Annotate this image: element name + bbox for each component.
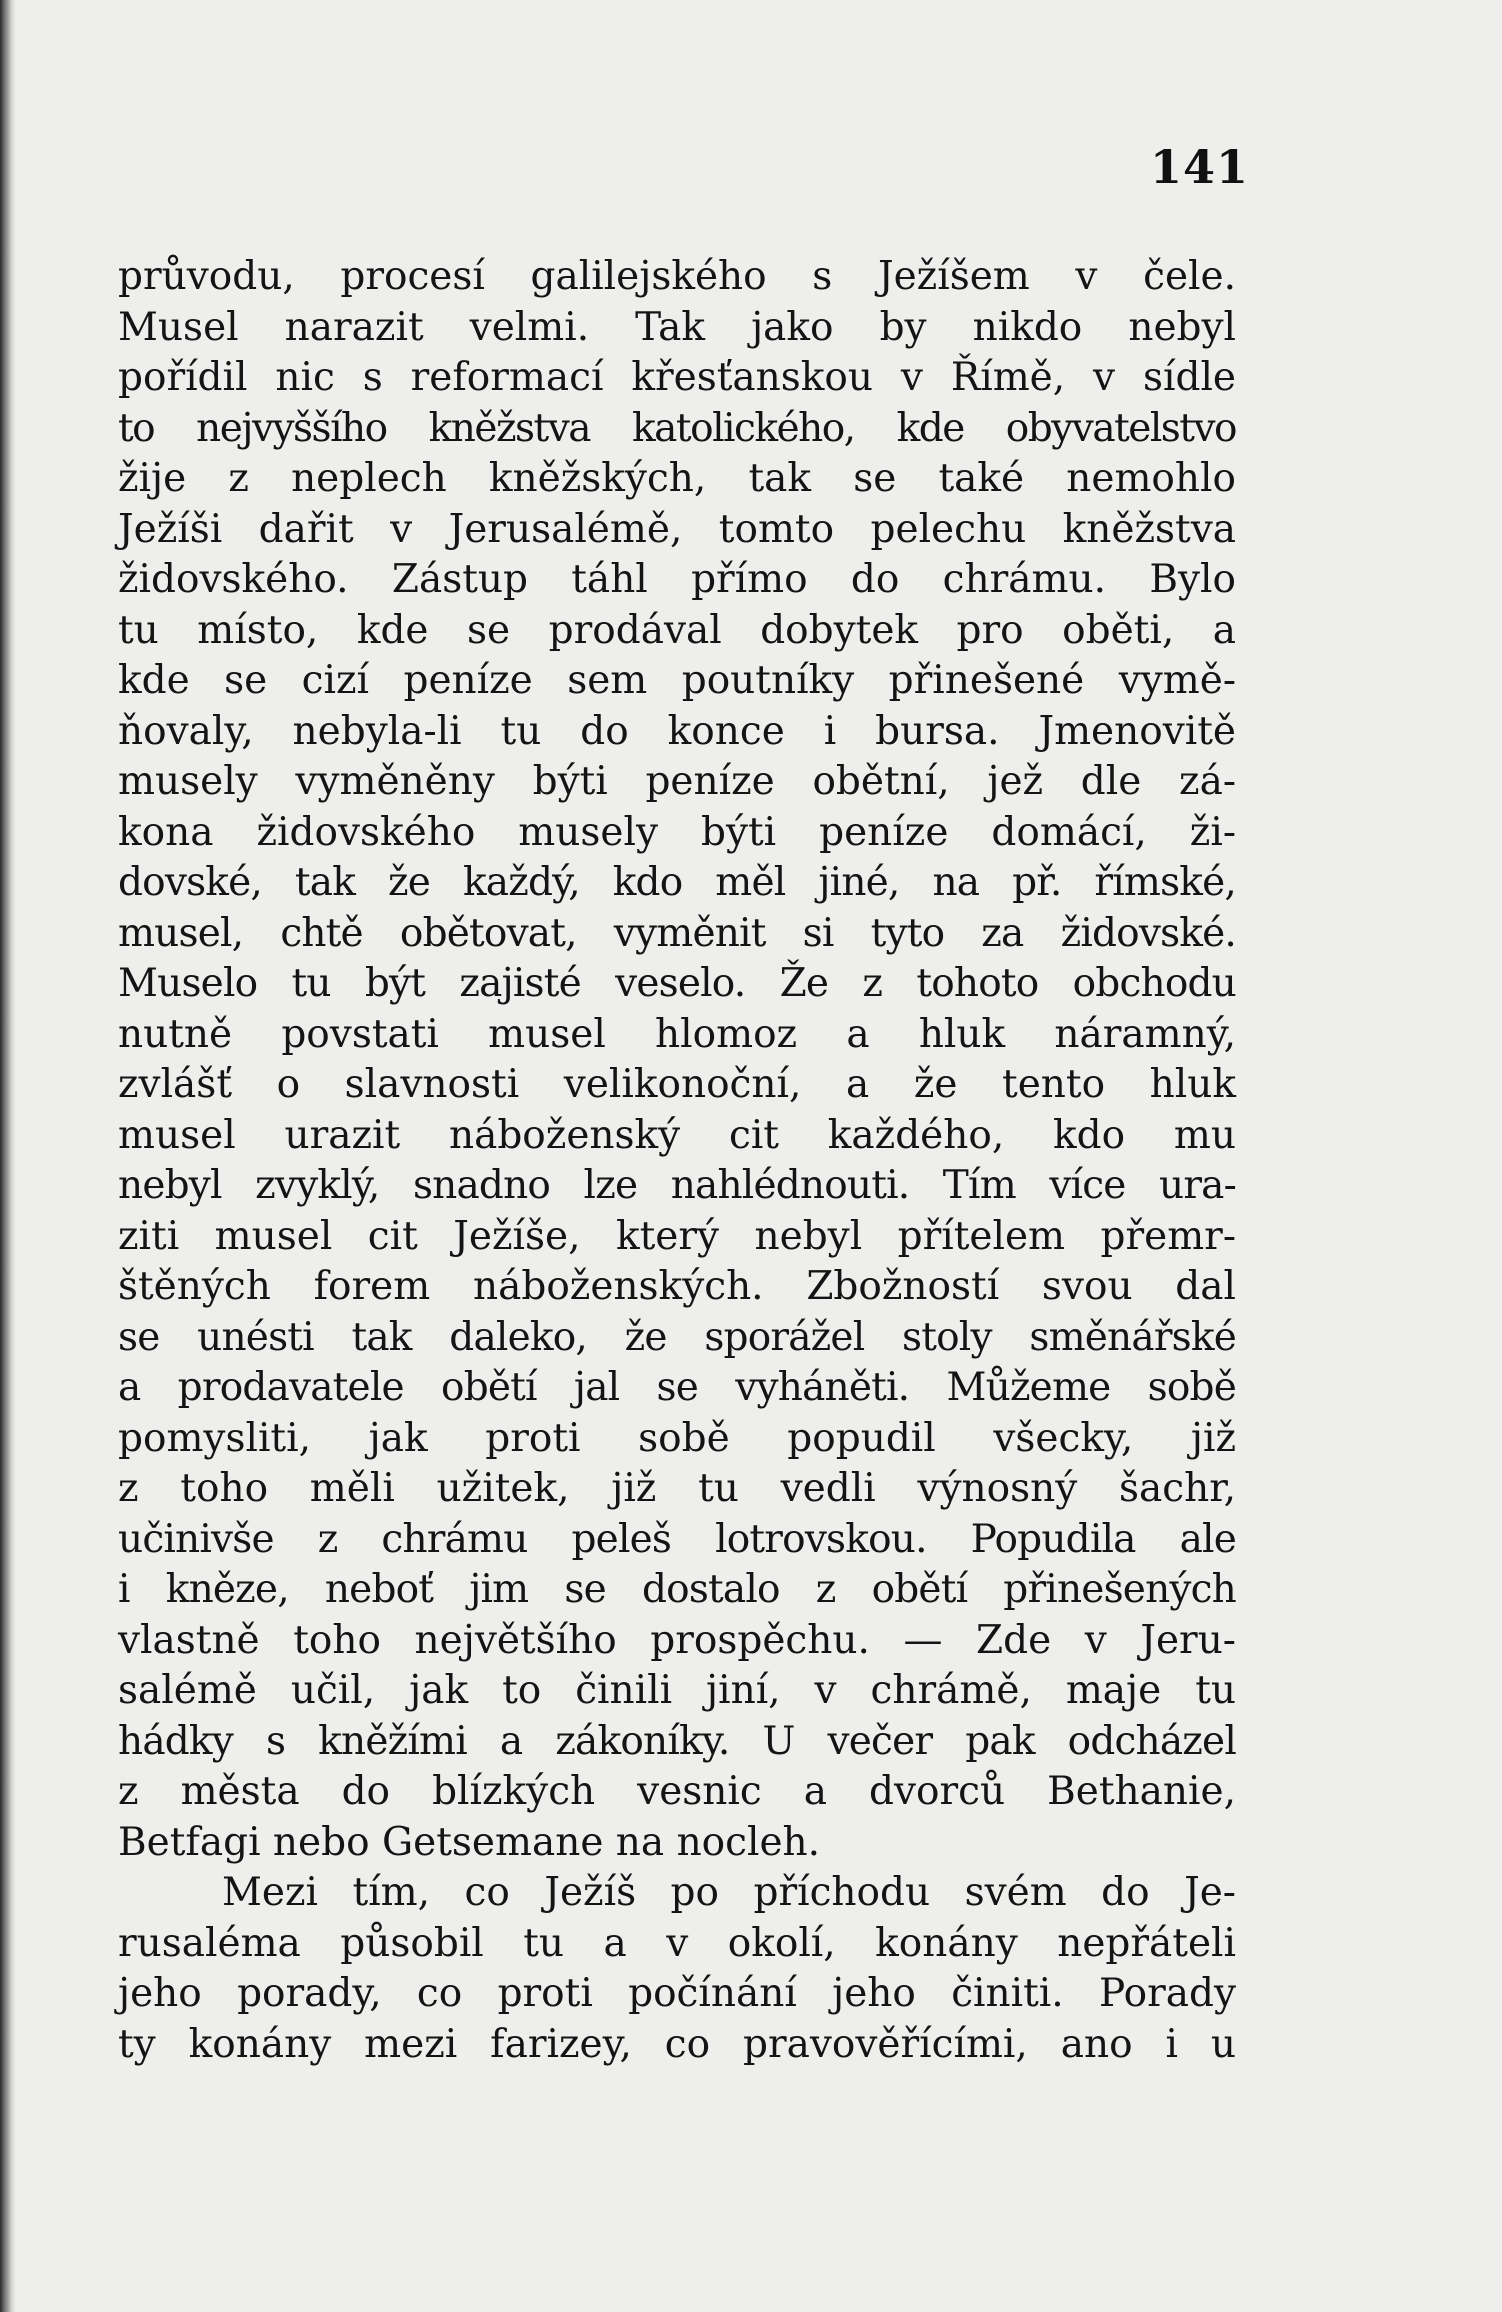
text-line: Muselo tu být zajisté veselo. Že z tohoto obchodu bbox=[118, 961, 1236, 1006]
text-line: ty konány mezi farizey, co pravověřícími, ano i u bbox=[118, 2021, 1236, 2067]
text-line: musel, chtě obětovat, vyměnit si tyto za židovské. bbox=[118, 910, 1236, 956]
text-line: kde se cizí peníze sem poutníky přinešené vymě- bbox=[118, 658, 1236, 703]
text-line: i kněze, neboť jim se dostalo z obětí přinešených bbox=[118, 1567, 1236, 1612]
text-line: se unésti tak daleko, že sporážel stoly směnářské bbox=[118, 1314, 1236, 1360]
body-text bbox=[118, 252, 1236, 2070]
text-line: učinivše z chrámu peleš lotrovskou. Popudila ale bbox=[118, 1516, 1236, 1562]
text-line: z toho měli užitek, již tu vedli výnosný šachr, bbox=[118, 1466, 1236, 1511]
text-line: ziti musel cit Ježíše, který nebyl přítelem přemr- bbox=[118, 1213, 1236, 1259]
text-line: to nejvyššího kněžstva katolického, kde obyvatelstvo bbox=[118, 405, 1236, 451]
page-binding-edge bbox=[0, 0, 16, 2312]
text-line: a prodavatele obětí jal se vyháněti. Můžeme sobě bbox=[118, 1365, 1236, 1410]
text-line: pořídil nic s reformací křesťanskou v Římě, v sídle bbox=[118, 355, 1236, 400]
text-line: nutně povstati musel hlomoz a hluk náramný, bbox=[118, 1011, 1236, 1057]
text-line: zvlášť o slavnosti velikonoční, a že tento hluk bbox=[118, 1062, 1236, 1107]
text-line: kona židovského musely býti peníze domácí, ži- bbox=[118, 809, 1236, 855]
text-line: hádky s kněžími a zákoníky. U večer pak odcházel bbox=[118, 1718, 1236, 1764]
text-line: salémě učil, jak to činili jiní, v chrámě, maje tu bbox=[118, 1668, 1236, 1713]
text-line: štěných forem náboženských. Zbožností svou dal bbox=[118, 1264, 1236, 1309]
text-line: dovské, tak že každý, kdo měl jiné, na př. římské, bbox=[118, 860, 1236, 905]
text-line: Ježíši dařit v Jerusalémě, tomto pelechu kněžstva bbox=[118, 506, 1236, 552]
text-line: židovského. Zástup táhl přímo do chrámu. Bylo bbox=[118, 557, 1236, 602]
text-line: pomysliti, jak proti sobě popudil všecky, již bbox=[118, 1415, 1236, 1461]
text-line: musely vyměněny býti peníze obětní, jež dle zá- bbox=[118, 759, 1236, 804]
text-line: nebyl zvyklý, snadno lze nahlédnouti. Tím více ura- bbox=[118, 1163, 1236, 1208]
text-line: rusaléma působil tu a v okolí, konány nepřáteli bbox=[118, 1920, 1236, 1966]
text-line: tu místo, kde se prodával dobytek pro oběti, a bbox=[118, 607, 1236, 653]
page-number: 141 bbox=[1150, 140, 1250, 194]
text-line: žije z neplech kněžských, tak se také nemohlo bbox=[118, 456, 1236, 501]
text-line: průvodu, procesí galilejského s Ježíšem v čele. bbox=[118, 254, 1236, 299]
text-line: jeho porady, co proti počínání jeho činiti. Porady bbox=[118, 1971, 1236, 2016]
text-line: musel urazit náboženský cit každého, kdo mu bbox=[118, 1112, 1236, 1158]
text-line: vlastně toho největšího prospěchu. — Zde v Jeru- bbox=[118, 1617, 1236, 1663]
text-line-paragraph-end: Betfagi nebo Getsemane na nocleh. bbox=[118, 1819, 821, 1865]
text-line-paragraph-start: Mezi tím, co Ježíš po příchodu svém do Je- bbox=[222, 1870, 1236, 1915]
text-line: ňovaly, nebyla-li tu do konce i bursa. Jmenovitě bbox=[118, 708, 1236, 754]
text-line: Musel narazit velmi. Tak jako by nikdo nebyl bbox=[118, 304, 1236, 350]
text-line: z města do blízkých vesnic a dvorců Bethanie, bbox=[118, 1769, 1236, 1814]
